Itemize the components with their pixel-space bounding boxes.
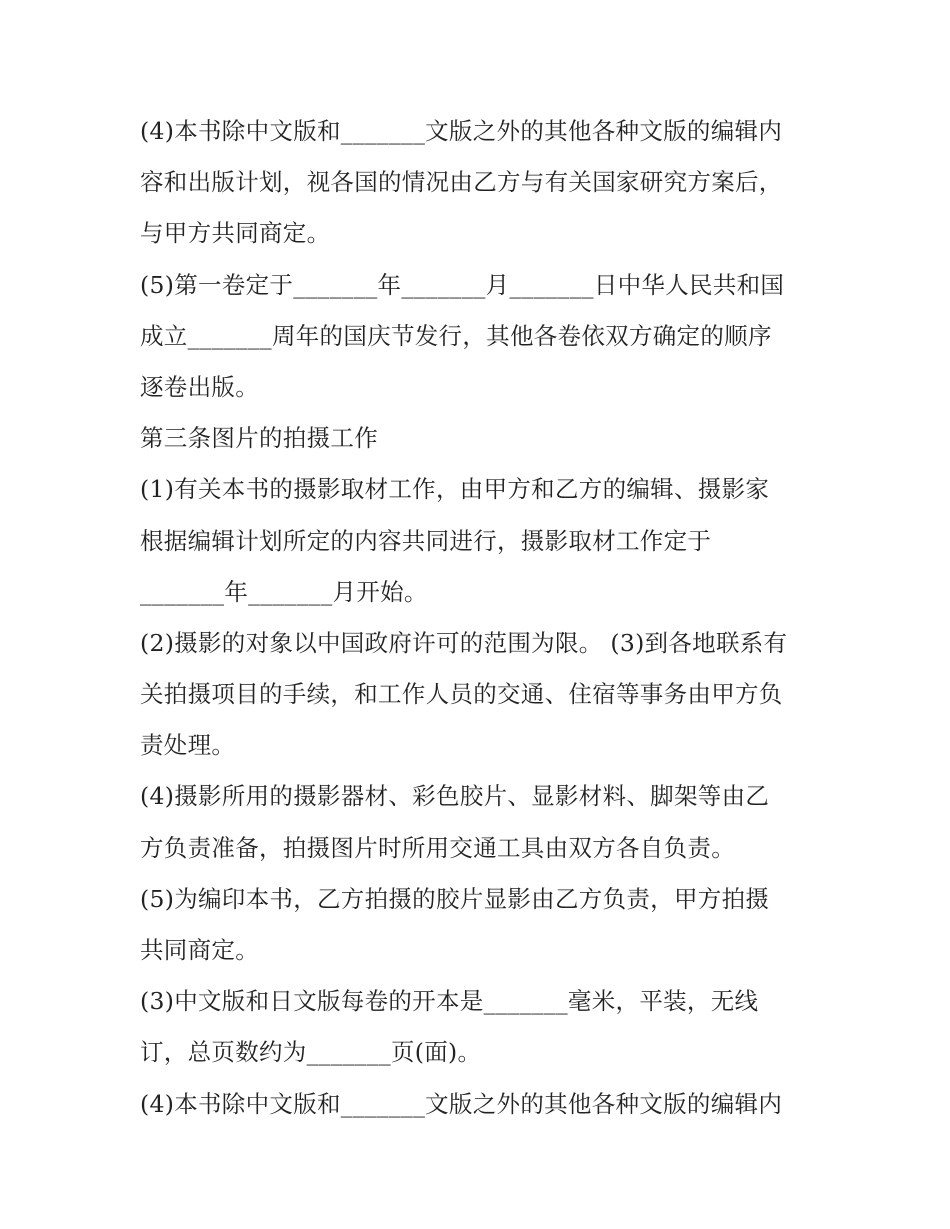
text-line: (1)有关本书的摄影取材工作，由甲方和乙方的编辑、摄影家 [140,475,770,504]
text-line: 逐卷出版。 [140,372,259,401]
document-body [140,106,830,1130]
text-line: 关拍摄项目的手续，和工作人员的交通、住宿等事务由甲方负 [140,680,783,709]
text-line: _______年_______月开始。 [140,577,428,606]
text-line: (3)中文版和日文版每卷的开本是_______毫米，平装，无线 [140,987,759,1016]
text-line: 容和出版计划，视各国的情况由乙方与有关国家研究方案后， [140,168,783,197]
text-line: 方负责准备，拍摄图片时所用交通工具由双方各自负责。 [140,833,735,862]
text-line: 根据编辑计划所定的内容共同进行，摄影取材工作定于 [140,526,712,555]
text-line: (5)为编印本书，乙方拍摄的胶片显影由乙方负责，甲方拍摄 [140,884,770,913]
text-line: (2)摄影的对象以中国政府许可的范围为限。 (3)到各地联系有 [140,628,788,657]
section-heading: 第三条图片的拍摄工作 [140,424,378,453]
text-line: (5)第一卷定于_______年_______月_______日中华人民共和国 [140,270,785,299]
text-line: (4)摄影所用的摄影器材、彩色胶片、显影材料、脚架等由乙 [140,782,770,811]
text-line: 共同商定。 [140,936,259,964]
text-line: 责处理。 [140,731,236,760]
text-line: 成立_______周年的国庆节发行，其他各卷依双方确定的顺序 [140,321,772,350]
text-line: 订，总页数约为_______页(面)。 [140,1038,482,1067]
text-line: (4)本书除中文版和_______文版之外的其他各种文版的编辑内 [140,117,783,145]
text-line: 与甲方共同商定。 [140,219,331,248]
text-line: (4)本书除中文版和_______文版之外的其他各种文版的编辑内 [140,1089,783,1118]
